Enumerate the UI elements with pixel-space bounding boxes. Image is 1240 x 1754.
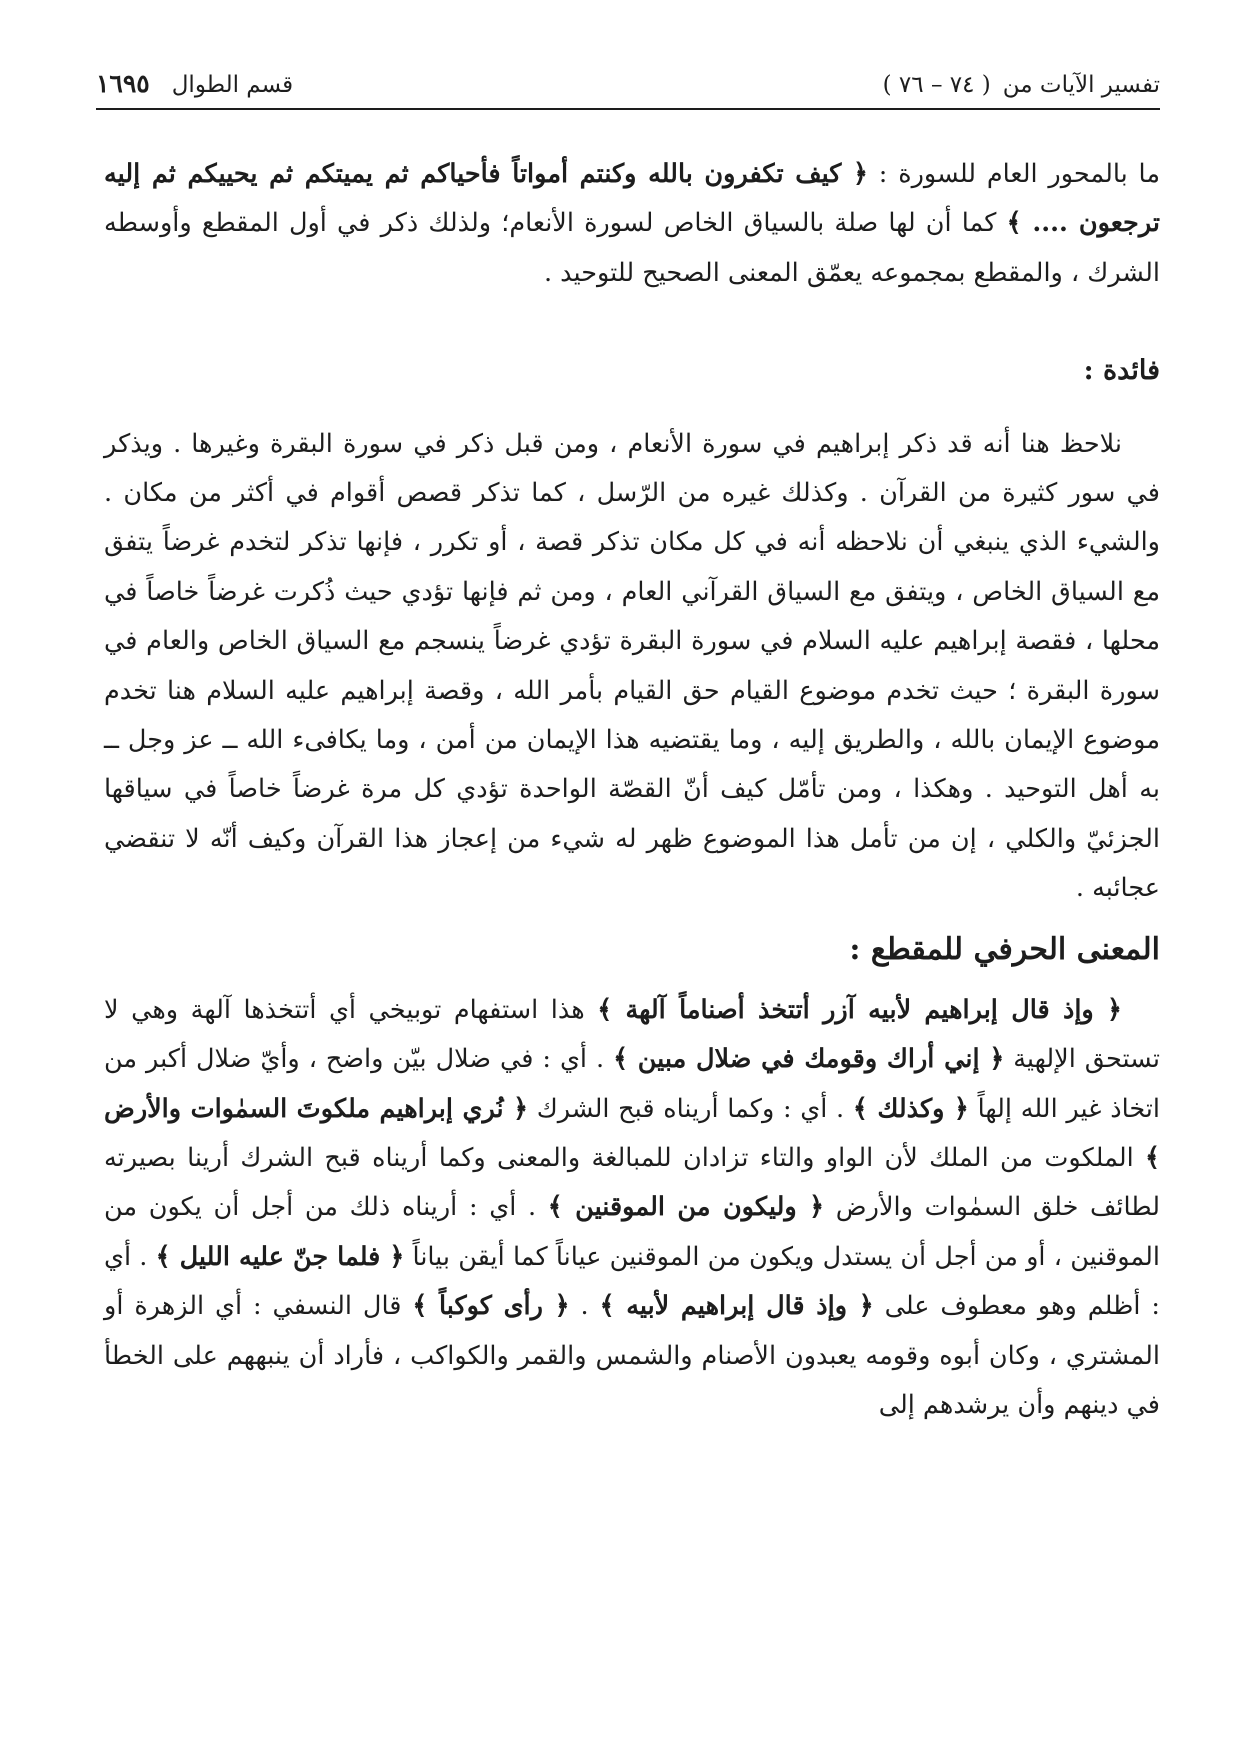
commentary-text: . أي : وكما أريناه قبح الشرك	[528, 1093, 853, 1124]
quran-quote: ﴿ وكذلك ﴾	[852, 1093, 969, 1124]
heading-note: فائدة :	[1083, 355, 1160, 387]
heading-literal-meaning: المعنى الحرفي للمقطع :	[849, 931, 1160, 967]
section-name: قسم الطوال	[171, 72, 294, 98]
quran-quote: ﴿ نُري إبراهيم ملكوتَ السمٰوات والأرض ﴾	[104, 1093, 1160, 1173]
quran-quote: ﴿ رأى كوكباً ﴾	[412, 1291, 570, 1322]
header-section-info	[96, 69, 293, 98]
paragraph-intro	[104, 150, 1160, 298]
quran-quote: ﴿ فلما جنّ عليه الليل ﴾	[155, 1241, 405, 1272]
quran-quote: ﴿ وليكون من الموقنين ﴾	[547, 1192, 825, 1223]
header-rule	[96, 108, 1160, 110]
quran-quote: ﴿ وإذ قال إبراهيم لأبيه آزر أتتخذ أصناماً آلهة ﴾	[597, 994, 1123, 1025]
commentary-text: هذا استفهام توبيخي أي أتتخذها آلهة وهي لا تستحق الإلهية	[104, 994, 1161, 1075]
commentary-text: قال النسفي : أي الزهرة أو المشتري ، وكان أبوه وقومه يعبدون الأصنام والشمس والقمر والكواكب ، فأراد أن ينبههم على الخطأ في دينهم وأن يرشدهم إلى	[104, 1291, 1160, 1420]
running-title	[883, 72, 1160, 98]
quran-quote: ﴿ إني أراك وقومك في ضلال مبين ﴾	[613, 1044, 1005, 1075]
paragraph-note: نلاحظ هنا أنه قد ذكر إبراهيم في سورة الأنعام ، ومن قبل ذكر في سورة البقرة وغيرها . ويذكر في سور كثيرة من القرآن . وكذلك غيره من الرّسل ، كما تذكر قصص أقوام في أكثر من مكان . والشيء الذي ينبغي أن نلاحظه أنه في كل مكان تذكر قصة ، أو تكرر ، فإنها تذكر لتخدم غرضاً يتفق مع السياق الخاص ، ويتفق مع السياق القرآني العام ، ومن ثم فإنها تؤدي حيث ذُكرت غرضاً خاصاً في محلها ، فقصة إبراهيم عليه السلام في سورة البقرة تؤدي غرضاً ينسجم مع السياق الخاص والعام في سورة البقرة ؛ حيث تخدم موضوع القيام حق القيام بأمر الله ، وقصة إبراهيم عليه السلام هنا تخدم موضوع الإيمان بالله ، والطريق إليه ، وما يقتضيه هذا الإيمان من أمن ، وما يكافىء الله ــ عز وجل ــ به أهل التوحيد . وهكذا ، ومن تأمّل كيف أنّ القصّة الواحدة تؤدي كل مرة غرضاً خاصاً في سياقها الجزئيّ والكلي ، إن من تأمل هذا الموضوع ظهر له شيء من إعجاز هذا القرآن وكيف أنّه لا تنقضي عجائبه .	[104, 428, 1160, 904]
commentary-text: . أي : أريناه ذلك من أجل أن يكون من الموقنين ، أو من أجل أن يستدل ويكون من الموقنين عياناً كما أيقن بياناً	[104, 1192, 1160, 1272]
running-title-text: تفسير الآيات من	[1002, 72, 1160, 98]
commentary-text: ما بالمحور العام للسورة :	[867, 159, 1160, 189]
commentary-text: .	[569, 1291, 600, 1322]
page-body	[104, 150, 1160, 1430]
commentary-text: . أي : أظلم وهو معطوف على	[104, 1241, 1161, 1322]
verse-range: ( ٧٤ – ٧٦ )	[882, 72, 991, 98]
commentary-text: الملكوت من الملك لأن الواو والتاء تزادان للمبالغة والمعنى وكما أريناه قبح الشرك أرينا بصيرته لطائف خلق السمٰوات والأرض	[104, 1142, 1160, 1223]
page-number: ١٦٩٥	[96, 69, 150, 98]
quran-quote: ﴿ وإذ قال إبراهيم لأبيه ﴾	[599, 1291, 874, 1322]
commentary-text: . أي : في ضلال بيّن واضح ، وأيّ ضلال أكبر من اتخاذ غير الله إلهاً	[104, 1044, 1160, 1124]
paragraph-literal-meaning	[104, 986, 1160, 1431]
commentary-text: كما أن لها صلة بالسياق الخاص لسورة الأنعام؛ ولذلك ذكر في أول المقطع وأوسطه الشرك ، والمقطع بمجموعه يعمّق المعنى الصحيح للتوحيد .	[104, 208, 1160, 288]
page-header	[96, 58, 1160, 98]
quran-quote: ﴿ كيف تكفرون بالله وكنتم أمواتاً فأحياكم ثم يميتكم ثم يحييكم ثم إليه ترجعون .... ﴾	[104, 159, 1160, 239]
